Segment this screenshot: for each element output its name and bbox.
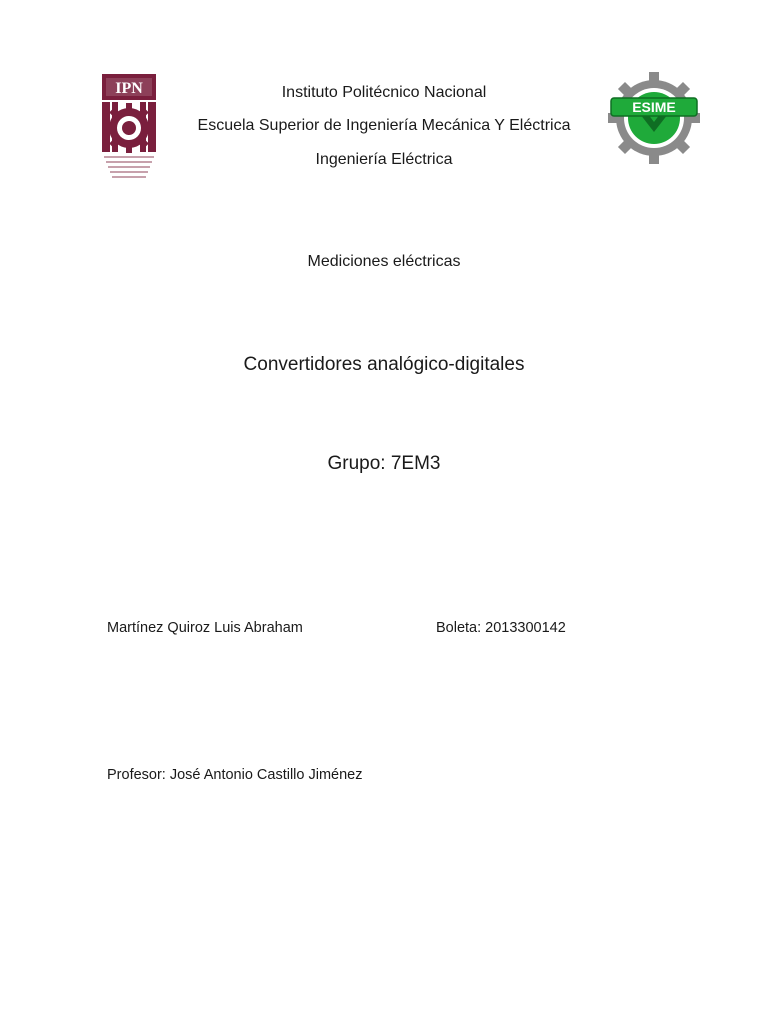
svg-text:IPN: IPN xyxy=(115,80,143,97)
student-boleta: Boleta: 2013300142 xyxy=(436,620,566,636)
student-name: Martínez Quiroz Luis Abraham xyxy=(107,620,303,636)
group-label: Grupo: 7EM3 xyxy=(327,453,441,474)
course-name: Mediciones eléctricas xyxy=(307,253,461,270)
svg-text:ESIME: ESIME xyxy=(632,99,676,115)
institution-name: Instituto Politécnico Nacional xyxy=(281,84,487,101)
document-title: Convertidores analógico-digitales xyxy=(243,354,525,375)
professor-name: Profesor: José Antonio Castillo Jiménez xyxy=(107,767,363,783)
program-name: Ingeniería Eléctrica xyxy=(315,151,453,168)
school-name: Escuela Superior de Ingeniería Mecánica Y Eléctrica xyxy=(197,117,571,134)
